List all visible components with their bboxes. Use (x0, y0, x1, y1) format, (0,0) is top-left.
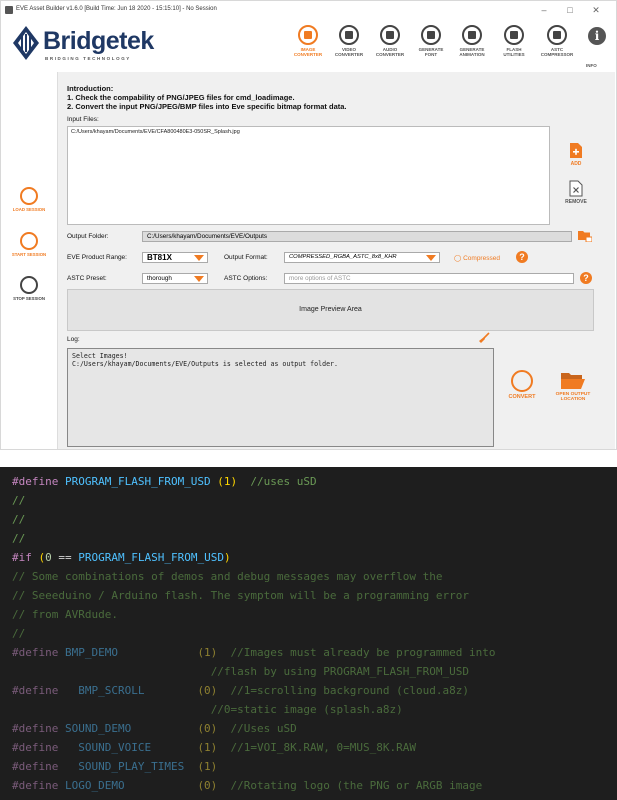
comment: // (12, 494, 26, 507)
comment: //Uses uSD (217, 722, 297, 735)
tool-label: CONVERTER (375, 52, 405, 57)
tool-label: FONT (424, 52, 438, 57)
value: (0) (197, 779, 218, 792)
paren: ) (223, 551, 231, 564)
compressed-label: Compressed (463, 255, 500, 262)
window-title: EVE Asset Builder v1.6.0 [Build Time: Jun 18 2020 - 15:15:10] - No Session (16, 6, 217, 12)
comment: //0=static image (splash.a8z) (210, 703, 403, 716)
macro: SOUND_PLAY_TIMES (58, 760, 198, 773)
macro: SOUND_DEMO (58, 722, 198, 735)
intro-heading: Introduction: (67, 84, 114, 93)
product-range-label: EVE Product Range: (67, 254, 127, 261)
code-line (12, 494, 25, 507)
brand-name: Bridgetek (43, 27, 154, 55)
open-output-label: LOCATION (560, 397, 586, 402)
macro: PROGRAM_FLASH_FROM_USD (58, 475, 211, 488)
flash-icon (504, 25, 524, 45)
code-line (12, 513, 25, 526)
convert-label: CONVERT (508, 394, 536, 400)
stop-session-label: STOP SESSION (13, 296, 45, 301)
keyword: #define (12, 646, 59, 659)
check-circle-icon: ◯ (454, 255, 462, 262)
code-line (12, 475, 317, 488)
output-format-label: Output Format: (224, 254, 268, 261)
log-line: C:/Users/khayam/Documents/EVE/Outputs is selected as output folder. (72, 360, 338, 368)
value: (1) (197, 741, 218, 754)
code-line (12, 608, 118, 621)
value: (1) (197, 646, 218, 659)
comment: //flash by using PROGRAM_FLASH_FROM_USD (210, 665, 469, 678)
title-bar (1, 1, 616, 19)
compressed-indicator (454, 254, 500, 262)
folder-open-icon (560, 370, 586, 390)
tool-label: VIDEO (341, 47, 356, 52)
load-session-label: LOAD SESSION (12, 207, 46, 212)
astc-preset-select[interactable]: thorough (142, 273, 208, 284)
animation-icon (462, 25, 482, 45)
format-help-icon[interactable]: ? (516, 251, 528, 263)
start-session-button[interactable] (1, 232, 57, 257)
code-line (12, 627, 25, 640)
comment: //Rotating logo (the PNG or ARGB image (217, 779, 483, 792)
tool-label: GENERATE (418, 47, 444, 52)
indent (12, 665, 211, 678)
log-line: Select Images! (72, 352, 128, 360)
code-line (12, 646, 495, 659)
code-line (12, 570, 442, 583)
tool-label: GENERATE (459, 47, 485, 52)
info-icon[interactable]: i (588, 27, 606, 45)
comment: // Seeeduino / Arduino flash. The symptom will be a programming error (12, 589, 469, 602)
macro: BMP_SCROLL (58, 684, 198, 697)
input-files-label: Input Files: (67, 116, 99, 123)
stop-icon (20, 276, 38, 294)
code-line (12, 722, 297, 735)
comment: // (12, 513, 26, 526)
tool-label: ANIMATION (459, 52, 485, 57)
remove-button[interactable] (558, 180, 594, 205)
open-output-location-button[interactable] (548, 370, 598, 402)
astc-options-label: ASTC Options: (224, 275, 268, 282)
image-preview-area: Image Preview Area (67, 289, 594, 331)
value: 0 (45, 551, 52, 564)
keyword: #if (12, 551, 32, 564)
tool-label: ASTC (550, 47, 564, 52)
start-session-label: START SESSION (11, 252, 47, 257)
tool-label: COMPRESSOR (540, 52, 574, 57)
tool-astc-compressor[interactable] (537, 25, 577, 71)
tool-label: FLASH (506, 47, 522, 52)
code-line (12, 779, 482, 792)
comment: // (12, 532, 26, 545)
intro-line: 1. Check the compability of PNG/JPEG files for cmd_loadimage. (67, 93, 295, 102)
add-button[interactable] (564, 142, 588, 167)
intro-line: 2. Convert the input PNG/JPEG/BMP files into Eve specific bitmap format data. (67, 102, 347, 111)
comment: //Images must already be programmed into (217, 646, 496, 659)
code-line (12, 741, 416, 754)
image-converter-panel (58, 72, 615, 449)
add-file-icon (569, 142, 583, 159)
macro: LOGO_DEMO (58, 779, 198, 792)
tool-label: AUDIO (382, 47, 398, 52)
keyword: #define (12, 475, 59, 488)
output-folder-label: Output Folder: (67, 233, 109, 240)
bridgetek-logo-icon (13, 26, 39, 60)
video-icon (339, 25, 359, 45)
info-label: INFO (586, 63, 597, 68)
play-icon (20, 232, 38, 250)
tool-label: CONVERTER (334, 52, 364, 57)
value: (0) (197, 684, 218, 697)
convert-button[interactable] (501, 370, 543, 400)
session-sidebar (1, 72, 58, 449)
header (1, 19, 616, 71)
astc-preset-label: ASTC Preset: (67, 275, 107, 282)
stop-session-button[interactable] (1, 276, 57, 301)
value: (1) (197, 760, 218, 773)
log-label: Log: (67, 336, 80, 343)
output-folder-field[interactable]: C:/Users/khayam/Documents/EVE/Outputs (142, 231, 572, 242)
comment: //uses uSD (237, 475, 317, 488)
clear-log-broom-icon[interactable] (478, 332, 490, 344)
code-line (12, 551, 231, 564)
comment: //1=VOI_8K.RAW, 0=MUS_8K.RAW (217, 741, 416, 754)
add-label: ADD (570, 161, 582, 167)
code-line (12, 703, 403, 716)
tool-label: UTILITIES (503, 52, 525, 57)
tool-generate-animation[interactable] (452, 25, 492, 71)
astc-options-input[interactable]: more options of ASTC (284, 273, 574, 284)
tool-flash-utilities[interactable] (494, 25, 534, 71)
tool-image-converter[interactable] (288, 25, 328, 71)
close-button[interactable]: ✕ (592, 5, 600, 15)
comment: // from AVRdude. (12, 608, 118, 621)
value: (1) (210, 475, 238, 488)
tool-label: IMAGE (300, 47, 316, 52)
paren: ( (31, 551, 46, 564)
keyword: #define (12, 760, 59, 773)
tool-video-converter[interactable] (329, 25, 369, 71)
convert-icon (511, 370, 533, 392)
keyword: #define (12, 779, 59, 792)
remove-label: REMOVE (565, 199, 587, 205)
font-icon (421, 25, 441, 45)
app-icon (5, 6, 13, 14)
macro: PROGRAM_FLASH_FROM_USD (78, 551, 224, 564)
image-icon (298, 25, 318, 45)
load-session-button[interactable] (1, 187, 57, 212)
comment: //1=scrolling background (cloud.a8z) (217, 684, 469, 697)
input-files-list[interactable] (67, 126, 550, 225)
input-file-item[interactable]: C:/Users/khayam/Documents/EVE/CFA800480E3-050SR_Splash.jpg (71, 129, 240, 135)
astc-icon (547, 25, 567, 45)
code-line (12, 532, 25, 545)
open-output-label: OPEN OUTPUT (555, 392, 591, 397)
introduction (67, 84, 347, 111)
tool-label: CONVERTER (293, 52, 323, 57)
value: (0) (197, 722, 218, 735)
maximize-button[interactable]: □ (567, 5, 573, 15)
output-format-select[interactable]: COMPRESSED_RGBA_ASTC_8x8_KHR (284, 252, 440, 263)
operator: == (51, 551, 79, 564)
audio-icon (380, 25, 400, 45)
code-line (12, 665, 469, 678)
astc-help-icon[interactable]: ? (580, 272, 592, 284)
keyword: #define (12, 684, 59, 697)
code-line (12, 684, 469, 697)
macro: SOUND_VOICE (58, 741, 198, 754)
code-line (12, 760, 217, 773)
keyword: #define (12, 741, 59, 754)
macro: BMP_DEMO (58, 646, 198, 659)
log-output (67, 348, 494, 447)
minimize-button[interactable]: – (541, 5, 547, 15)
indent (12, 703, 211, 716)
code-line (12, 589, 469, 602)
brand-tagline: BRIDGING TECHNOLOGY (45, 56, 131, 61)
keyword: #define (12, 722, 59, 735)
folder-browse-icon[interactable] (578, 230, 592, 242)
folder-open-icon (20, 187, 38, 205)
comment: // (12, 627, 26, 640)
code-editor[interactable] (0, 467, 617, 800)
product-range-select[interactable]: BT81X (142, 252, 208, 263)
comment: // Some combinations of demos and debug messages may overflow the (12, 570, 443, 583)
tool-audio-converter[interactable] (370, 25, 410, 71)
tool-generate-font[interactable] (411, 25, 451, 71)
remove-file-icon (569, 180, 583, 197)
